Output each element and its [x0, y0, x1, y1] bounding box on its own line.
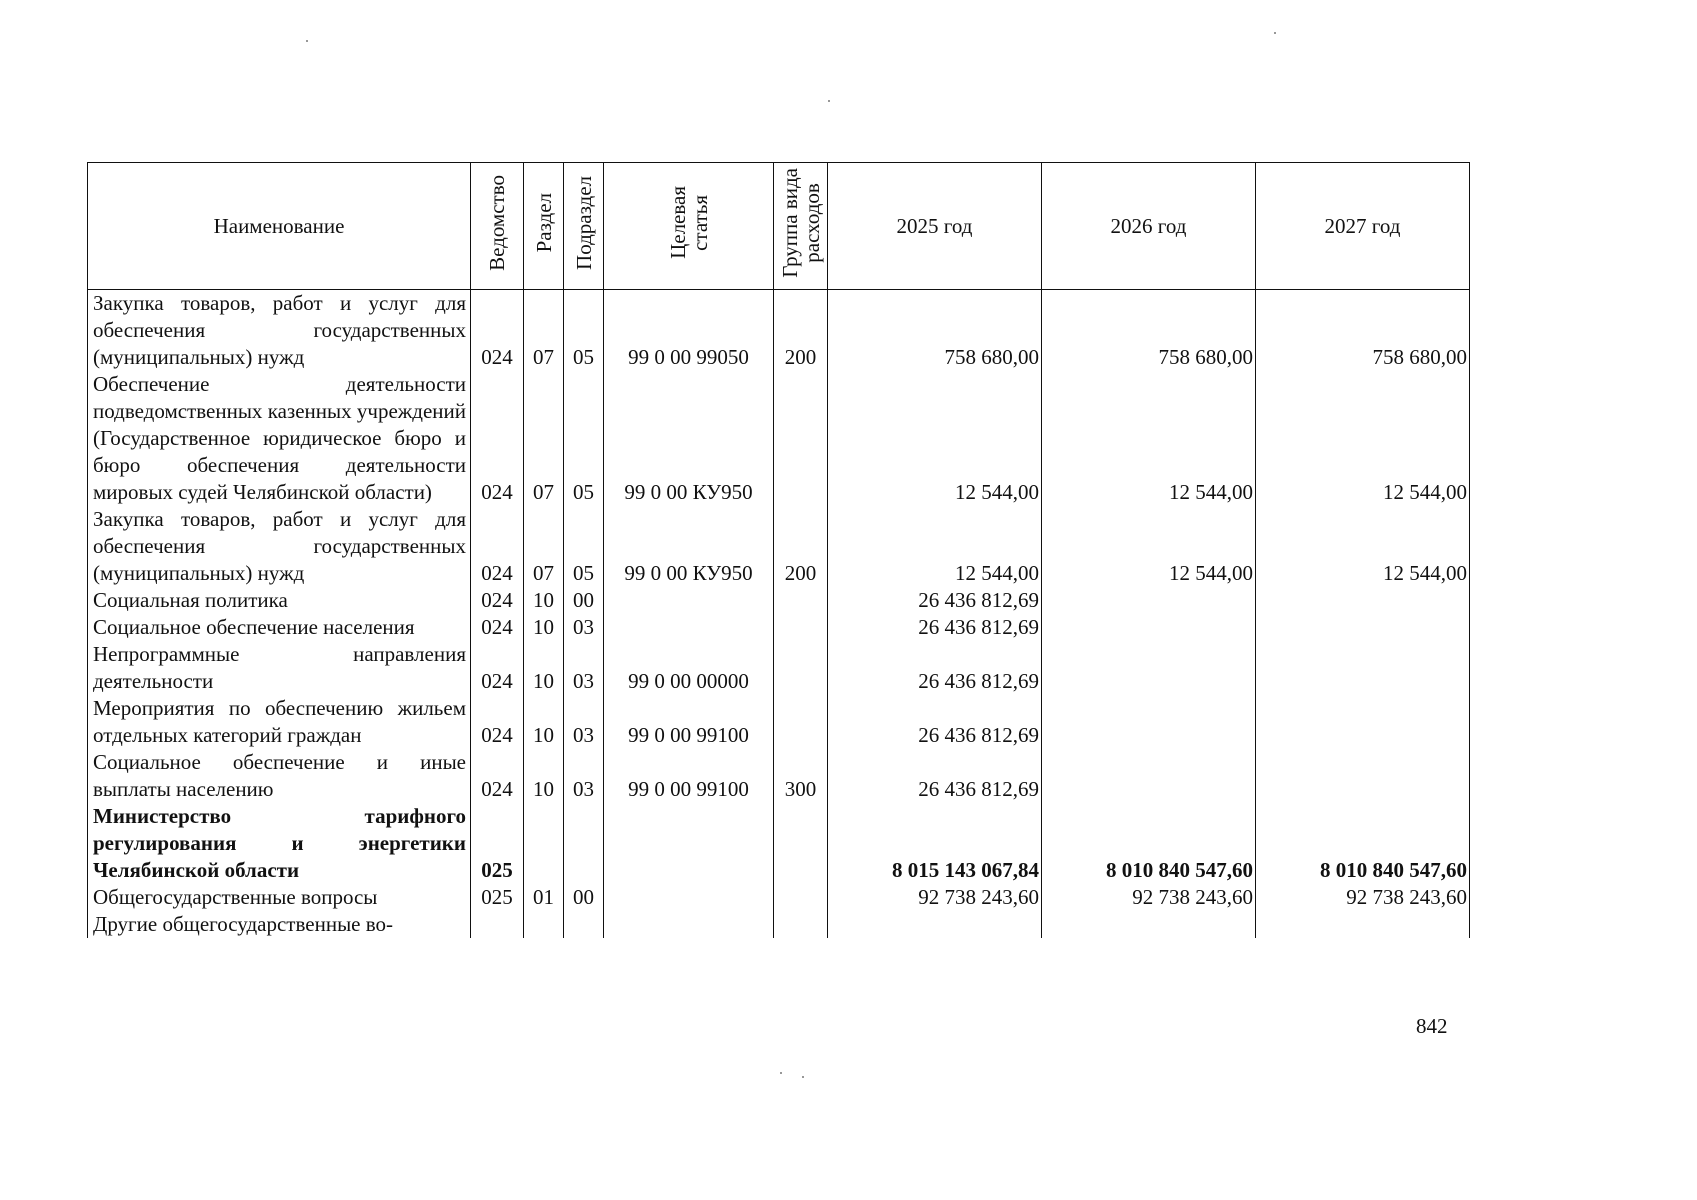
row-name: Общегосударственные вопросы: [88, 884, 471, 911]
row-amount-2027: 8 010 840 547,60: [1256, 803, 1470, 884]
row-podrazdel: 03: [564, 641, 604, 695]
header-name: Наименование: [88, 163, 471, 290]
row-amount-2026: [1042, 587, 1256, 614]
row-amount-2026: 8 010 840 547,60: [1042, 803, 1256, 884]
row-gruppa: 200: [774, 290, 828, 372]
row-name: [88, 911, 471, 938]
row-amount-2027: [1256, 749, 1470, 803]
row-name: Закупка товаров, работ и услуг для обеспечения государственных (муниципальных) нужд: [88, 506, 471, 587]
row-amount-2025: 26 436 812,69: [828, 749, 1042, 803]
row-celevaya-statya: [604, 614, 774, 641]
row-amount-2025: 12 544,00: [828, 371, 1042, 506]
row-name-text: Другие общегосударственные во-: [93, 912, 394, 936]
row-celevaya-statya: 99 0 00 КУ950: [604, 506, 774, 587]
row-vedomstvo: 025: [471, 884, 524, 911]
table-row: [88, 884, 1470, 911]
row-celevaya-statya: 99 0 00 00000: [604, 641, 774, 695]
row-amount-2027: 758 680,00: [1256, 290, 1470, 372]
row-podrazdel: 03: [564, 695, 604, 749]
row-razdel: 10: [524, 587, 564, 614]
row-podrazdel: 00: [564, 884, 604, 911]
row-amount-2026: [1042, 911, 1256, 938]
row-razdel: [524, 803, 564, 884]
row-gruppa: [774, 695, 828, 749]
row-razdel: 10: [524, 641, 564, 695]
row-amount-2025: [828, 911, 1042, 938]
row-vedomstvo: 024: [471, 290, 524, 372]
header-celevaya-statya: Целевая статья: [604, 163, 774, 290]
row-amount-2027: [1256, 911, 1470, 938]
table-row: [88, 695, 1470, 749]
row-gruppa: 200: [774, 506, 828, 587]
header-year-2025: 2025 год: [828, 163, 1042, 290]
row-razdel: [524, 911, 564, 938]
header-razdel: Раздел: [524, 163, 564, 290]
row-name: Социальное обеспечение населения: [88, 614, 471, 641]
row-razdel: 07: [524, 506, 564, 587]
row-vedomstvo: 024: [471, 614, 524, 641]
row-celevaya-statya: [604, 803, 774, 884]
header-gruppa-vida-rashodov: Группа вида расходов: [774, 163, 828, 290]
row-celevaya-statya: [604, 587, 774, 614]
scan-speck: [1274, 32, 1276, 34]
row-amount-2025: 12 544,00: [828, 506, 1042, 587]
row-vedomstvo: [471, 911, 524, 938]
row-gruppa: [774, 803, 828, 884]
row-celevaya-statya: 99 0 00 99100: [604, 695, 774, 749]
row-amount-2026: [1042, 641, 1256, 695]
table-row: [88, 371, 1470, 506]
table-row-ministry: [88, 803, 1470, 884]
row-amount-2026: 758 680,00: [1042, 290, 1256, 372]
budget-table: [87, 162, 1470, 938]
row-podrazdel: 05: [564, 506, 604, 587]
row-name: Непрограммные направления деятельности: [88, 641, 471, 695]
row-amount-2025: 26 436 812,69: [828, 587, 1042, 614]
row-vedomstvo: 025: [471, 803, 524, 884]
row-amount-2026: 12 544,00: [1042, 506, 1256, 587]
row-razdel: 01: [524, 884, 564, 911]
row-gruppa: 300: [774, 749, 828, 803]
row-amount-2026: [1042, 614, 1256, 641]
row-gruppa: [774, 641, 828, 695]
row-celevaya-statya: [604, 884, 774, 911]
row-name: Закупка товаров, работ и услуг для обеспечения государственных (муниципальных) нужд: [88, 290, 471, 372]
row-podrazdel: 05: [564, 371, 604, 506]
row-name: Социальное обеспечение и иные выплаты населению: [88, 749, 471, 803]
table-row: [88, 911, 1470, 938]
row-gruppa: [774, 371, 828, 506]
scan-speck: [306, 40, 308, 42]
row-amount-2027: 12 544,00: [1256, 371, 1470, 506]
scan-speck: [828, 100, 830, 102]
row-razdel: 10: [524, 749, 564, 803]
row-vedomstvo: 024: [471, 749, 524, 803]
row-amount-2026: [1042, 749, 1256, 803]
row-amount-2025: 26 436 812,69: [828, 641, 1042, 695]
row-gruppa: [774, 587, 828, 614]
table-row: [88, 587, 1470, 614]
row-razdel: 10: [524, 695, 564, 749]
row-amount-2025: 26 436 812,69: [828, 695, 1042, 749]
table-row: [88, 506, 1470, 587]
table-row: [88, 749, 1470, 803]
header-podrazdel: Подраздел: [564, 163, 604, 290]
row-vedomstvo: 024: [471, 695, 524, 749]
row-amount-2025: 92 738 243,60: [828, 884, 1042, 911]
page-number: 842: [1416, 1014, 1448, 1038]
row-celevaya-statya: [604, 911, 774, 938]
table-row: [88, 290, 1470, 372]
row-gruppa: [774, 614, 828, 641]
row-podrazdel: [564, 911, 604, 938]
row-amount-2027: [1256, 614, 1470, 641]
row-amount-2026: 92 738 243,60: [1042, 884, 1256, 911]
row-name: Обеспечение деятельности подведомственных казенных учреждений (Государственное юридическое бюро и бюро обеспечения деятельности мировых судей Челябинской области): [88, 371, 471, 506]
row-podrazdel: 00: [564, 587, 604, 614]
row-podrazdel: 05: [564, 290, 604, 372]
row-amount-2027: [1256, 641, 1470, 695]
row-razdel: 07: [524, 290, 564, 372]
row-celevaya-statya: 99 0 00 99100: [604, 749, 774, 803]
row-name: Социальная политика: [88, 587, 471, 614]
row-name: Мероприятия по обеспечению жильем отдельных категорий граждан: [88, 695, 471, 749]
row-amount-2027: [1256, 695, 1470, 749]
row-podrazdel: 03: [564, 749, 604, 803]
row-gruppa: [774, 884, 828, 911]
row-razdel: 10: [524, 614, 564, 641]
row-vedomstvo: 024: [471, 587, 524, 614]
row-amount-2025: 8 015 143 067,84: [828, 803, 1042, 884]
row-amount-2027: 12 544,00: [1256, 506, 1470, 587]
row-podrazdel: 03: [564, 614, 604, 641]
row-amount-2026: [1042, 695, 1256, 749]
row-vedomstvo: 024: [471, 371, 524, 506]
row-vedomstvo: 024: [471, 506, 524, 587]
table-row: [88, 614, 1470, 641]
row-name: Министерство тарифного регулирования и энергетики Челябинской области: [88, 803, 471, 884]
table-row: [88, 641, 1470, 695]
row-podrazdel: [564, 803, 604, 884]
header-vedomstvo: Ведомство: [471, 163, 524, 290]
header-year-2027: 2027 год: [1256, 163, 1470, 290]
row-celevaya-statya: 99 0 00 КУ950: [604, 371, 774, 506]
scan-speck: [802, 1076, 804, 1078]
row-amount-2025: 758 680,00: [828, 290, 1042, 372]
row-celevaya-statya: 99 0 00 99050: [604, 290, 774, 372]
row-amount-2027: [1256, 587, 1470, 614]
row-amount-2027: 92 738 243,60: [1256, 884, 1470, 911]
row-amount-2025: 26 436 812,69: [828, 614, 1042, 641]
table-header-row: [88, 163, 1470, 290]
row-amount-2026: 12 544,00: [1042, 371, 1256, 506]
row-gruppa: [774, 911, 828, 938]
row-razdel: 07: [524, 371, 564, 506]
header-year-2026: 2026 год: [1042, 163, 1256, 290]
scan-speck: [780, 1072, 782, 1074]
row-vedomstvo: 024: [471, 641, 524, 695]
